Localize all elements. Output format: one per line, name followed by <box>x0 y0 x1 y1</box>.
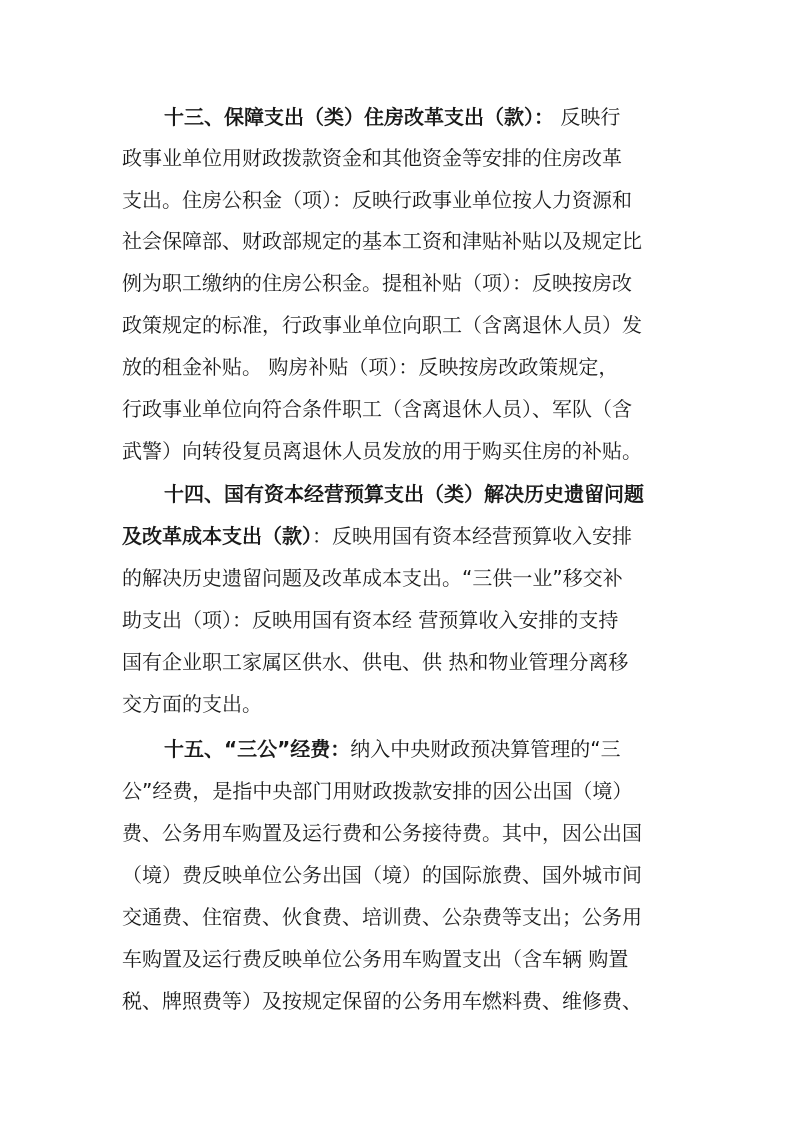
paragraph-15-line-7: 税、牌照费等）及按规定保留的公务用车燃料费、维修费、 <box>122 989 642 1013</box>
paragraph-13-heading: 十三、保障支出（类）住房改革支出（款）： <box>164 105 554 129</box>
paragraph-13-line-3: 支出。住房公积金（项）：反映行政事业单位按人力资源和 <box>122 188 632 212</box>
paragraph-15-line-3: 费、公务用车购置及运行费和公务接待费。其中，因公出国 <box>122 821 642 845</box>
paragraph-13-line-2: 政事业单位用财政拨款资金和其他资金等安排的住房改革 <box>122 146 622 170</box>
paragraph-14-line-4: 助支出（项）：反映用国有资本经 营预算收入安排的支持 <box>122 608 619 632</box>
paragraph-15-heading: 十五、“三公”经费： <box>164 737 351 761</box>
paragraph-14-line-5: 国有企业职工家属区供水、供电、供 热和物业管理分离移 <box>122 650 629 674</box>
paragraph-14-heading: 十四、国有资本经营预算支出（类）解决历史遗留问题 <box>164 482 644 506</box>
line-text: 反映行 <box>554 105 621 129</box>
paragraph-15-line-6: 车购置及运行费反映单位公务用车购置支出（含车辆 购置 <box>122 947 629 971</box>
paragraph-15-line-5: 交通费、住宿费、伙食费、培训费、公杂费等支出；公务用 <box>122 905 642 929</box>
line-text: 纳入中央财政预决算管理的“三 <box>350 737 621 761</box>
paragraph-14-line-1 <box>164 474 644 514</box>
paragraph-13-line-4: 社会保障部、财政部规定的基本工资和津贴补贴以及规定比 <box>122 229 642 253</box>
paragraph-15-line-4: （境）费反映单位公务出国（境）的国际旅费、国外城市间 <box>122 863 642 887</box>
paragraph-13-line-1 <box>164 97 620 137</box>
line-text: ：反映用国有资本经营预算收入安排 <box>312 524 632 548</box>
paragraph-13-line-8: 行政事业单位向符合条件职工（含离退休人员）、军队（含 <box>122 397 632 421</box>
paragraph-14-line-3: 的解决历史遗留问题及改革成本支出。“三供一业”移交补 <box>122 566 623 590</box>
paragraph-13-line-6: 政策规定的标准，行政事业单位向职工（含离退休人员）发 <box>122 313 642 337</box>
paragraph-14-line-2 <box>122 516 632 556</box>
paragraph-14-heading-cont: 及改革成本支出（款） <box>122 524 312 548</box>
paragraph-14-line-6: 交方面的支出。 <box>122 692 262 716</box>
paragraph-13-line-9: 武警）向转役复员离退休人员发放的用于购买住房的补贴。 <box>122 439 642 463</box>
paragraph-15-line-1 <box>164 729 621 769</box>
paragraph-13-line-7: 放的租金补贴。 购房补贴（项）：反映按房改政策规定， <box>122 355 619 379</box>
paragraph-13-line-5: 例为职工缴纳的住房公积金。提租补贴（项）：反映按房改 <box>122 271 632 295</box>
paragraph-15-line-2: 公”经费，是指中央部门用财政拨款安排的因公出国（境） <box>122 779 633 803</box>
